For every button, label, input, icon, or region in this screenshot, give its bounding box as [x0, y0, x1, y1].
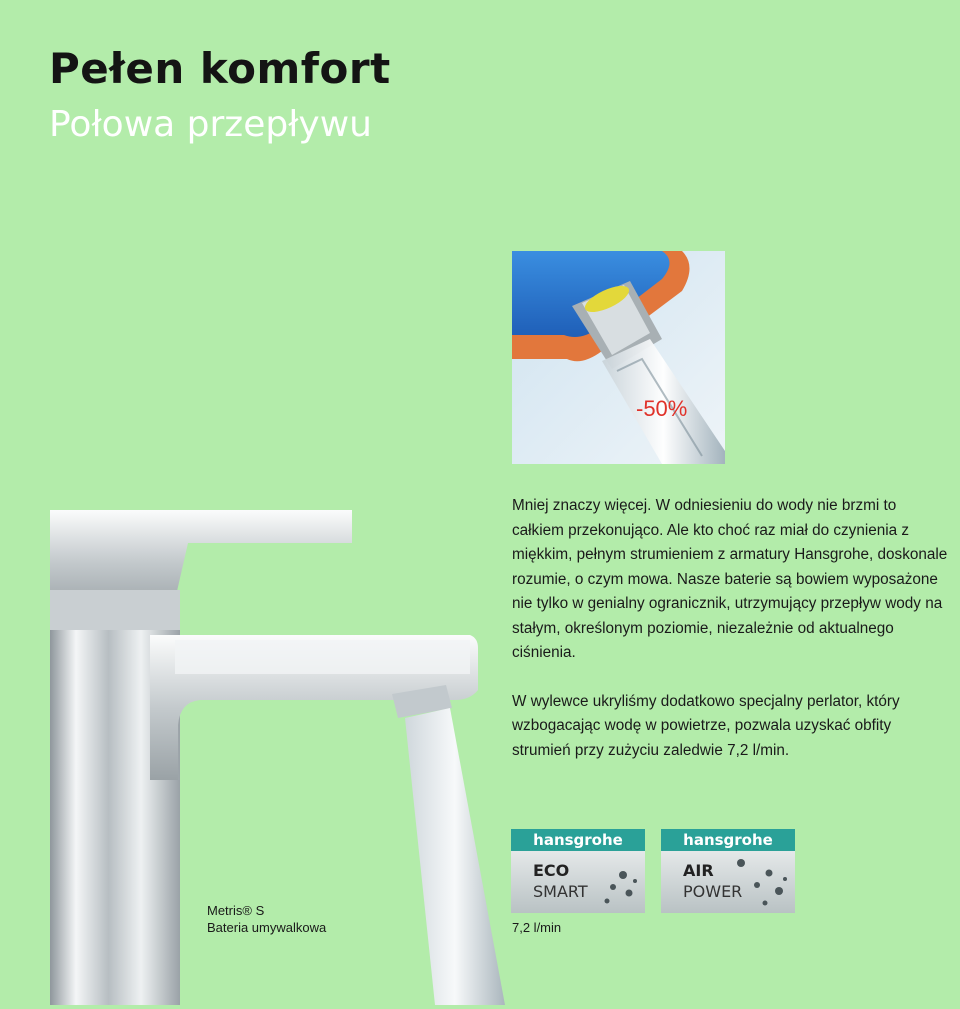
product-name: Metris® S — [207, 903, 265, 918]
eco-smart-logo — [511, 829, 645, 913]
eco-line2: SMART — [533, 882, 588, 901]
product-caption — [207, 902, 326, 936]
paragraph-2: W wylewce ukryliśmy dodatkowo specjalny perlator, który wzbogacając wodę w powietrze, pozwala uzyskać obfity strumień przy zużyciu zaledwie 7,2 l/min. — [512, 692, 900, 759]
product-type: Bateria umywalkowa — [207, 920, 327, 935]
paragraph-1: Mniej znaczy więcej. W odniesieniu do wody nie brzmi to całkiem przekonująco. Ale kto choć raz miał do czynienia z miękkim, pełnym strumieniem z armatury Hansgrohe, doskonale rozumie, o czym mowa. Nasze baterie są bowiem wyposażone nie tylko w genialny ogranicznik, utrzymujący przepływ wody na stałym, określonym poziomie, niezależnie od aktualnego ciśnienia. — [512, 497, 948, 661]
eco-line1: ECO — [533, 861, 570, 880]
description — [512, 494, 952, 787]
air-line1: AIR — [683, 861, 714, 880]
aerator-illustration — [512, 251, 725, 464]
air-power-logo — [661, 829, 795, 913]
page-title: Pełen komfort — [49, 44, 391, 93]
air-line2: POWER — [683, 882, 743, 901]
page-subtitle: Połowa przepływu — [49, 104, 372, 145]
air-brand: hansgrohe — [683, 831, 773, 849]
eco-brand: hansgrohe — [533, 831, 623, 849]
flow-rate: 7,2 l/min — [512, 920, 562, 935]
reduction-badge: -50% — [636, 396, 688, 421]
